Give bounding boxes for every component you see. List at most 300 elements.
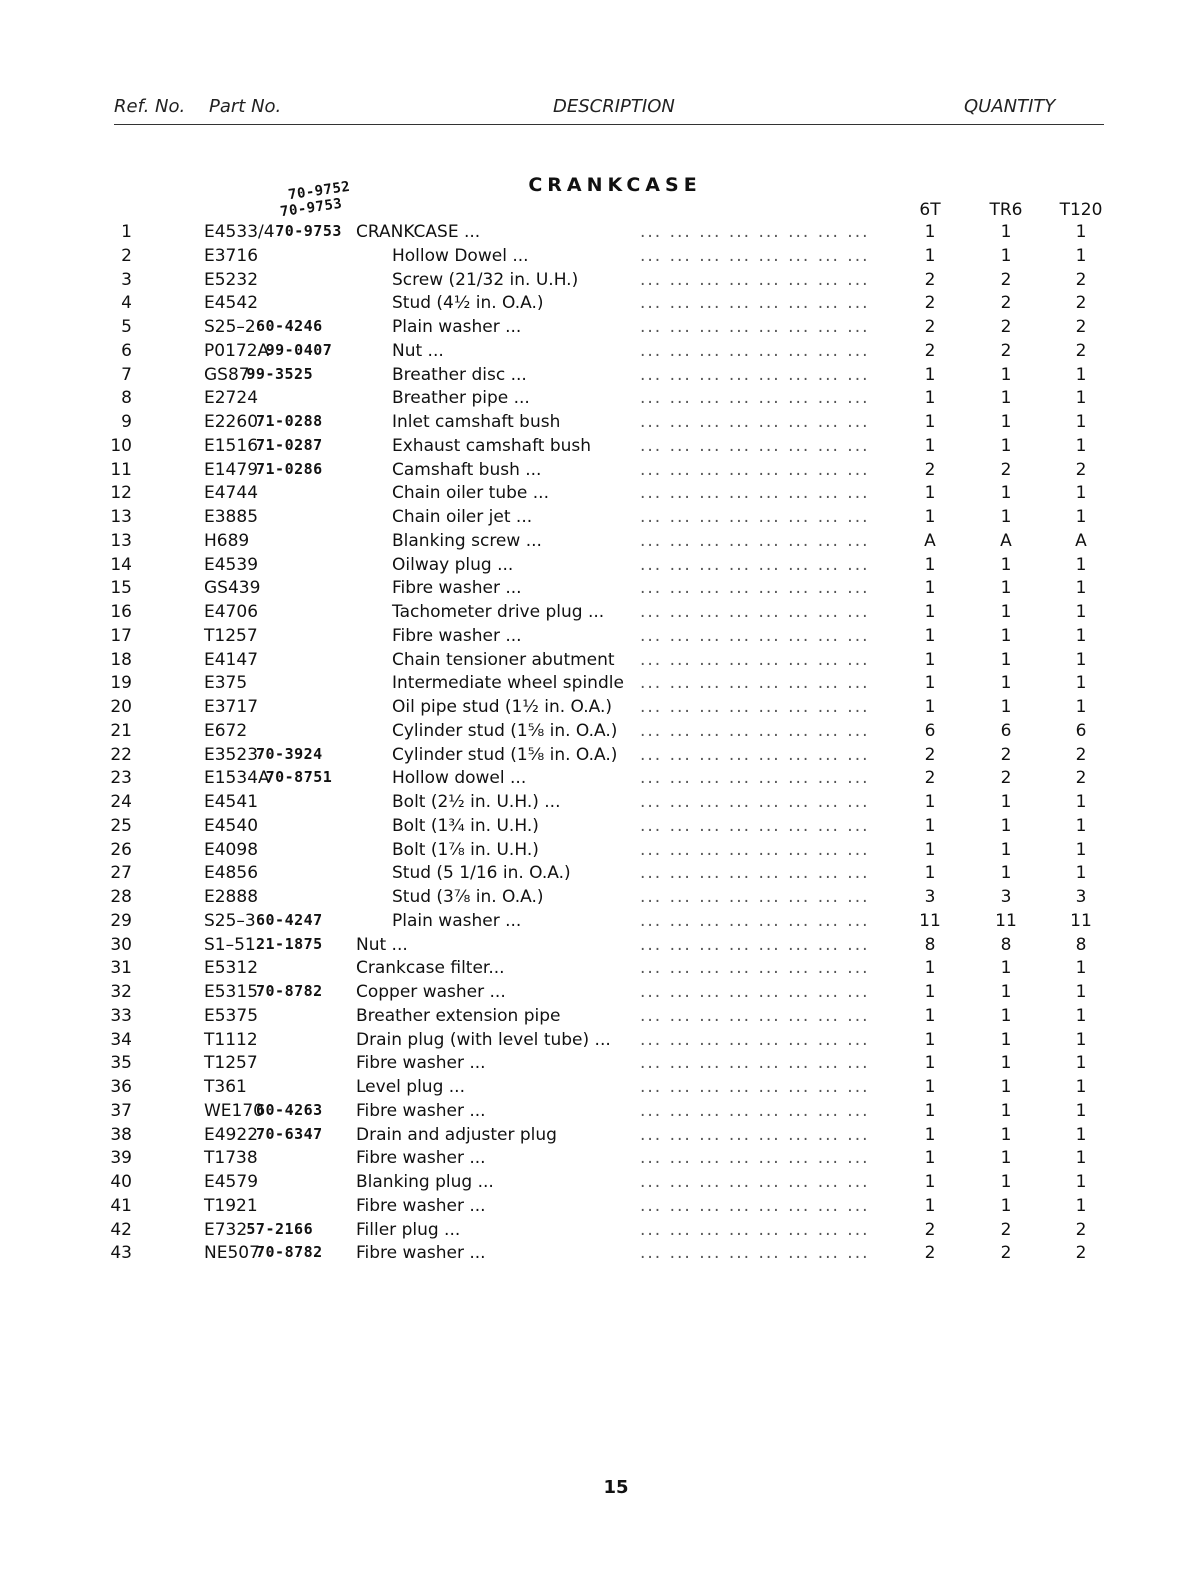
description: Inlet camshaft bush [392, 412, 561, 432]
part-no: E1479 [204, 459, 259, 480]
handwritten-part-no: 21-1875 [256, 934, 323, 953]
qty-6t: 2 [924, 768, 936, 789]
leader-dots: ... ... ... ... ... ... ... ... [640, 293, 870, 314]
ref-no: 37 [110, 1100, 132, 1121]
qty-tr6: A [1000, 530, 1012, 551]
ref-no: 6 [121, 340, 132, 361]
table-row [0, 1030, 1200, 1053]
part-no: E732 [204, 1219, 248, 1240]
qty-t120: 1 [1075, 1100, 1087, 1121]
handwritten-part-no: 71-0288 [256, 412, 323, 430]
qty-tr6: 8 [1000, 934, 1012, 955]
qty-t120: 3 [1075, 887, 1087, 907]
leader-dots: ... ... ... ... ... ... ... ... [640, 317, 870, 337]
qty-6t: 1 [924, 649, 936, 670]
qty-6t: 11 [919, 910, 941, 931]
leader-dots: ... ... ... ... ... ... ... ... [640, 459, 870, 480]
ref-no: 21 [110, 720, 132, 741]
table-row [0, 1243, 1200, 1266]
qty-t120: 2 [1075, 744, 1087, 765]
leader-dots: ... ... ... ... ... ... ... ... [640, 792, 870, 812]
handwritten-part-no: 70-6347 [256, 1124, 323, 1143]
leader-dots: ... ... ... ... ... ... ... ... [640, 1124, 870, 1145]
qty-6t: 2 [924, 1219, 936, 1240]
qty-6t: 1 [924, 839, 936, 860]
qty-tr6: 1 [1000, 1100, 1012, 1121]
table-row [0, 602, 1200, 625]
description: Stud (4½ in. O.A.) [392, 293, 544, 314]
qty-6t: 1 [924, 364, 936, 385]
qty-6t: 1 [924, 958, 936, 979]
ref-no: 19 [110, 673, 132, 694]
description: Fibre washer ... [392, 578, 522, 599]
handwritten-note: 70-9753 [279, 195, 344, 221]
qty-t120: 1 [1075, 1148, 1087, 1169]
table-row [0, 863, 1200, 886]
qty-t120: 1 [1075, 863, 1087, 884]
leader-dots: ... ... ... ... ... ... ... ... [640, 1219, 870, 1240]
qty-6t: 1 [924, 1005, 936, 1026]
qty-6t: 1 [924, 222, 936, 242]
leader-dots: ... ... ... ... ... ... ... ... [640, 222, 870, 242]
description: Tachometer drive plug ... [392, 602, 605, 622]
qty-tr6: 6 [1000, 720, 1012, 741]
ref-no: 16 [110, 602, 132, 622]
description: Copper washer ... [356, 982, 506, 1002]
qty-t120: 1 [1075, 625, 1087, 646]
table-row [0, 1220, 1200, 1243]
leader-dots: ... ... ... ... ... ... ... ... [640, 388, 870, 409]
qty-6t: 1 [924, 554, 936, 575]
qty-tr6: 1 [1000, 1124, 1012, 1145]
qty-tr6: 1 [1000, 958, 1012, 979]
qty-6t: 1 [924, 1148, 936, 1169]
ref-no: 30 [110, 934, 132, 955]
qty-t120: 1 [1075, 1029, 1087, 1050]
qty-t120: 1 [1075, 388, 1087, 409]
table-row [0, 365, 1200, 388]
description: Nut ... [392, 340, 444, 361]
qty-tr6: 2 [1000, 317, 1012, 337]
leader-dots: ... ... ... ... ... ... ... ... [640, 554, 870, 575]
table-row [0, 745, 1200, 768]
qty-tr6: 1 [1000, 982, 1012, 1002]
qty-tr6: 1 [1000, 245, 1012, 266]
qty-t120: 2 [1075, 459, 1087, 480]
part-no: E3523 [204, 744, 259, 765]
leader-dots: ... ... ... ... ... ... ... ... [640, 269, 870, 290]
ref-no: 28 [110, 887, 132, 907]
table-row [0, 388, 1200, 411]
ref-no: 14 [110, 554, 132, 575]
leader-dots: ... ... ... ... ... ... ... ... [640, 530, 870, 551]
ref-no: 20 [110, 697, 132, 717]
ref-no: 36 [110, 1077, 132, 1097]
part-no: S25–2 [204, 317, 256, 337]
description: Stud (5 1/16 in. O.A.) [392, 863, 571, 884]
table-row [0, 317, 1200, 340]
leader-dots: ... ... ... ... ... ... ... ... [640, 697, 870, 717]
part-no: E3717 [204, 697, 259, 717]
qty-tr6: 1 [1000, 839, 1012, 860]
description: Oilway plug ... [392, 554, 514, 575]
description: Chain tensioner abutment [392, 649, 615, 670]
qty-6t: 1 [924, 412, 936, 432]
leader-dots: ... ... ... ... ... ... ... ... [640, 958, 870, 979]
qty-6t: 2 [924, 340, 936, 361]
qty-t120: 1 [1075, 222, 1087, 242]
leader-dots: ... ... ... ... ... ... ... ... [640, 673, 870, 694]
description: Bolt (1⅞ in. U.H.) [392, 839, 539, 860]
qty-6t: 1 [924, 863, 936, 884]
table-row [0, 1006, 1200, 1029]
header-quantity: QUANTITY [964, 96, 1056, 117]
qty-tr6: 1 [1000, 412, 1012, 432]
qty-6t: 2 [924, 744, 936, 765]
qty-tr6: 1 [1000, 364, 1012, 385]
qty-t120: 1 [1075, 1053, 1087, 1074]
page-number: 15 [603, 1477, 629, 1498]
ref-no: 18 [110, 649, 132, 670]
qty-6t: 1 [924, 245, 936, 266]
handwritten-part-no: 60-4246 [256, 317, 323, 335]
handwritten-part-no: 71-0286 [256, 459, 323, 478]
leader-dots: ... ... ... ... ... ... ... ... [640, 1053, 870, 1074]
part-no: E1534A [204, 768, 270, 789]
table-row [0, 792, 1200, 815]
table-row [0, 650, 1200, 673]
qty-t120: 2 [1075, 269, 1087, 290]
description: Level plug ... [356, 1077, 465, 1097]
qty-6t: 2 [924, 1243, 936, 1264]
qty-6t: 1 [924, 1124, 936, 1145]
description: Camshaft bush ... [392, 459, 542, 480]
part-no: T1257 [204, 625, 258, 646]
table-row [0, 578, 1200, 601]
description: Hollow dowel ... [392, 768, 527, 789]
qty-tr6: 1 [1000, 1029, 1012, 1050]
ref-no: 42 [110, 1219, 132, 1240]
ref-no: 43 [110, 1243, 132, 1264]
leader-dots: ... ... ... ... ... ... ... ... [640, 720, 870, 741]
part-no: E5315 [204, 982, 259, 1002]
table-row [0, 1196, 1200, 1219]
ref-no: 8 [121, 388, 132, 409]
qty-6t: 3 [924, 887, 936, 907]
leader-dots: ... ... ... ... ... ... ... ... [640, 649, 870, 670]
ref-no: 39 [110, 1148, 132, 1169]
description: Crankcase filter... [356, 958, 505, 979]
leader-dots: ... ... ... ... ... ... ... ... [640, 1077, 870, 1097]
description: Blanking screw ... [392, 530, 542, 551]
qty-tr6: 1 [1000, 1053, 1012, 1074]
column-header-tr6: TR6 [989, 200, 1023, 220]
qty-t120: 2 [1075, 340, 1087, 361]
header-description: DESCRIPTION [553, 96, 675, 117]
leader-dots: ... ... ... ... ... ... ... ... [640, 1100, 870, 1121]
handwritten-part-no: 70-8782 [256, 982, 323, 1000]
leader-dots: ... ... ... ... ... ... ... ... [640, 435, 870, 456]
part-no: E2260 [204, 412, 259, 432]
description: Plain washer ... [392, 317, 522, 337]
description: Nut ... [356, 934, 408, 955]
qty-tr6: 11 [995, 910, 1017, 931]
description: Blanking plug ... [356, 1172, 494, 1192]
table-row [0, 673, 1200, 696]
header-part-no: Part No. [209, 96, 282, 117]
ref-no: 31 [110, 958, 132, 979]
description: Hollow Dowel ... [392, 245, 529, 266]
qty-6t: 1 [924, 507, 936, 527]
qty-tr6: 3 [1000, 887, 1012, 907]
ref-no: 5 [121, 317, 132, 337]
part-no: E5232 [204, 269, 259, 290]
qty-t120: 8 [1075, 934, 1087, 955]
leader-dots: ... ... ... ... ... ... ... ... [640, 910, 870, 931]
qty-6t: 1 [924, 578, 936, 599]
table-row [0, 626, 1200, 649]
qty-t120: 1 [1075, 1124, 1087, 1145]
ref-no: 26 [110, 839, 132, 860]
qty-6t: A [924, 530, 936, 551]
qty-t120: 1 [1075, 815, 1087, 836]
qty-6t: 1 [924, 388, 936, 409]
table-row [0, 270, 1200, 293]
qty-t120: 1 [1075, 792, 1087, 812]
part-no: E4539 [204, 554, 259, 575]
qty-t120: 11 [1070, 910, 1092, 931]
table-row [0, 840, 1200, 863]
header-ref-no: Ref. No. [114, 96, 186, 117]
description: Fibre washer ... [356, 1148, 486, 1169]
part-no: E5375 [204, 1005, 259, 1026]
qty-tr6: 1 [1000, 222, 1012, 242]
qty-6t: 1 [924, 625, 936, 646]
part-no: E4098 [204, 839, 259, 860]
table-row [0, 887, 1200, 910]
section-title: CRANKCASE [528, 174, 702, 196]
part-no: T1112 [204, 1029, 258, 1050]
qty-t120: 1 [1075, 958, 1087, 979]
ref-no: 11 [110, 459, 132, 480]
part-no: P0172A [204, 340, 270, 361]
qty-tr6: 2 [1000, 269, 1012, 290]
description: Bolt (1¾ in. U.H.) [392, 815, 539, 836]
qty-tr6: 1 [1000, 1148, 1012, 1169]
ref-no: 35 [110, 1053, 132, 1074]
qty-t120: 1 [1075, 1005, 1087, 1026]
qty-tr6: 2 [1000, 293, 1012, 314]
table-row [0, 555, 1200, 578]
table-row [0, 1101, 1200, 1124]
table-row [0, 412, 1200, 435]
part-no: GS87 [204, 364, 250, 385]
qty-tr6: 2 [1000, 459, 1012, 480]
qty-t120: 1 [1075, 507, 1087, 527]
qty-t120: 1 [1075, 697, 1087, 717]
qty-t120: 1 [1075, 554, 1087, 575]
qty-6t: 2 [924, 269, 936, 290]
qty-t120: 1 [1075, 1077, 1087, 1097]
qty-6t: 1 [924, 697, 936, 717]
qty-t120: 1 [1075, 982, 1087, 1002]
description: Drain plug (with level tube) ... [356, 1029, 611, 1050]
part-no: E4706 [204, 602, 259, 622]
description: Drain and adjuster plug [356, 1124, 557, 1145]
qty-t120: 1 [1075, 412, 1087, 432]
qty-t120: 6 [1075, 720, 1087, 741]
description: Screw (21/32 in. U.H.) [392, 269, 579, 290]
ref-no: 4 [121, 293, 132, 314]
ref-no: 23 [110, 768, 132, 789]
leader-dots: ... ... ... ... ... ... ... ... [640, 245, 870, 266]
description: Oil pipe stud (1½ in. O.A.) [392, 697, 612, 717]
part-no: T361 [204, 1077, 247, 1097]
table-row [0, 768, 1200, 791]
leader-dots: ... ... ... ... ... ... ... ... [640, 483, 870, 504]
handwritten-part-no: 70-8782 [256, 1243, 323, 1262]
qty-6t: 1 [924, 815, 936, 836]
ref-no: 29 [110, 910, 132, 931]
qty-6t: 2 [924, 459, 936, 480]
table-row [0, 958, 1200, 981]
handwritten-part-no: 99-0407 [265, 340, 333, 359]
qty-tr6: 1 [1000, 815, 1012, 836]
qty-tr6: 1 [1000, 697, 1012, 717]
description: Fibre washer ... [356, 1195, 486, 1216]
qty-tr6: 2 [1000, 1219, 1012, 1240]
description: Fibre washer ... [356, 1053, 486, 1074]
qty-6t: 1 [924, 483, 936, 504]
qty-tr6: 1 [1000, 863, 1012, 884]
description: Chain oiler tube ... [392, 483, 549, 504]
qty-6t: 1 [924, 1077, 936, 1097]
table-row [0, 1053, 1200, 1076]
part-no: E375 [204, 673, 248, 694]
qty-t120: 1 [1075, 649, 1087, 670]
leader-dots: ... ... ... ... ... ... ... ... [640, 1243, 870, 1264]
description: Filler plug ... [356, 1219, 461, 1240]
description: Cylinder stud (1⅝ in. O.A.) [392, 720, 618, 741]
qty-6t: 1 [924, 792, 936, 812]
ref-no: 24 [110, 792, 132, 812]
qty-tr6: 1 [1000, 1195, 1012, 1216]
table-row [0, 436, 1200, 459]
part-no: E3716 [204, 245, 259, 266]
qty-tr6: 1 [1000, 625, 1012, 646]
part-no: E4922 [204, 1124, 259, 1145]
qty-tr6: 1 [1000, 1077, 1012, 1097]
ref-no: 9 [121, 412, 132, 432]
qty-t120: 1 [1075, 364, 1087, 385]
leader-dots: ... ... ... ... ... ... ... ... [640, 768, 870, 789]
description: Fibre washer ... [356, 1243, 486, 1264]
leader-dots: ... ... ... ... ... ... ... ... [640, 887, 870, 907]
table-row [0, 982, 1200, 1005]
description: Exhaust camshaft bush [392, 435, 592, 456]
qty-tr6: 1 [1000, 388, 1012, 409]
handwritten-part-no: 70-3924 [256, 744, 323, 763]
qty-6t: 1 [924, 1053, 936, 1074]
leader-dots: ... ... ... ... ... ... ... ... [640, 602, 870, 622]
table-row [0, 911, 1200, 934]
description: Cylinder stud (1⅝ in. O.A.) [392, 744, 618, 765]
qty-t120: 1 [1075, 602, 1087, 622]
column-header-6t: 6T [919, 200, 941, 220]
table-row [0, 483, 1200, 506]
part-no: E1516 [204, 435, 259, 456]
qty-tr6: 2 [1000, 1243, 1012, 1264]
part-no: S25–3 [204, 910, 256, 931]
table-row [0, 293, 1200, 316]
qty-tr6: 1 [1000, 649, 1012, 670]
qty-t120: 1 [1075, 483, 1087, 504]
ref-no: 10 [110, 435, 132, 456]
part-no: H689 [204, 530, 250, 551]
table-row [0, 816, 1200, 839]
description: Fibre washer ... [392, 625, 522, 646]
qty-tr6: 1 [1000, 673, 1012, 694]
qty-t120: 1 [1075, 1195, 1087, 1216]
leader-dots: ... ... ... ... ... ... ... ... [640, 1029, 870, 1050]
qty-6t: 1 [924, 1172, 936, 1192]
qty-t120: 1 [1075, 1172, 1087, 1192]
qty-t120: 2 [1075, 317, 1087, 337]
ref-no: 13 [110, 530, 132, 551]
ref-no: 34 [110, 1029, 132, 1050]
description: Breather pipe ... [392, 388, 530, 409]
qty-tr6: 1 [1000, 507, 1012, 527]
ref-no: 32 [110, 982, 132, 1002]
qty-6t: 6 [924, 720, 936, 741]
table-row [0, 222, 1200, 245]
part-no: E4533/4 [204, 222, 275, 242]
leader-dots: ... ... ... ... ... ... ... ... [640, 412, 870, 432]
handwritten-part-no: 99-3525 [246, 364, 314, 383]
part-no: E5312 [204, 958, 259, 979]
leader-dots: ... ... ... ... ... ... ... ... [640, 340, 870, 361]
qty-tr6: 1 [1000, 1172, 1012, 1192]
column-header-t120: T120 [1059, 200, 1103, 220]
qty-t120: 2 [1075, 768, 1087, 789]
header-rule [114, 124, 1104, 125]
part-no: E672 [204, 720, 248, 741]
handwritten-note: 70-9752 [287, 178, 352, 204]
ref-no: 22 [110, 744, 132, 765]
leader-dots: ... ... ... ... ... ... ... ... [640, 1195, 870, 1216]
qty-t120: 1 [1075, 435, 1087, 456]
leader-dots: ... ... ... ... ... ... ... ... [640, 863, 870, 884]
leader-dots: ... ... ... ... ... ... ... ... [640, 364, 870, 385]
table-row [0, 935, 1200, 958]
qty-6t: 1 [924, 1100, 936, 1121]
leader-dots: ... ... ... ... ... ... ... ... [640, 982, 870, 1002]
qty-6t: 1 [924, 982, 936, 1002]
qty-tr6: 2 [1000, 744, 1012, 765]
part-no: S1–51 [204, 934, 256, 955]
ref-no: 1 [121, 222, 132, 242]
handwritten-part-no: 60-4263 [256, 1100, 323, 1119]
part-no: E4542 [204, 293, 259, 314]
leader-dots: ... ... ... ... ... ... ... ... [640, 625, 870, 646]
table-row [0, 1077, 1200, 1100]
handwritten-part-no: 71-0287 [256, 435, 323, 454]
part-no: E4856 [204, 863, 259, 884]
part-no: GS439 [204, 578, 261, 599]
ref-no: 40 [110, 1172, 132, 1192]
part-no: E4744 [204, 483, 259, 504]
ref-no: 25 [110, 815, 132, 836]
